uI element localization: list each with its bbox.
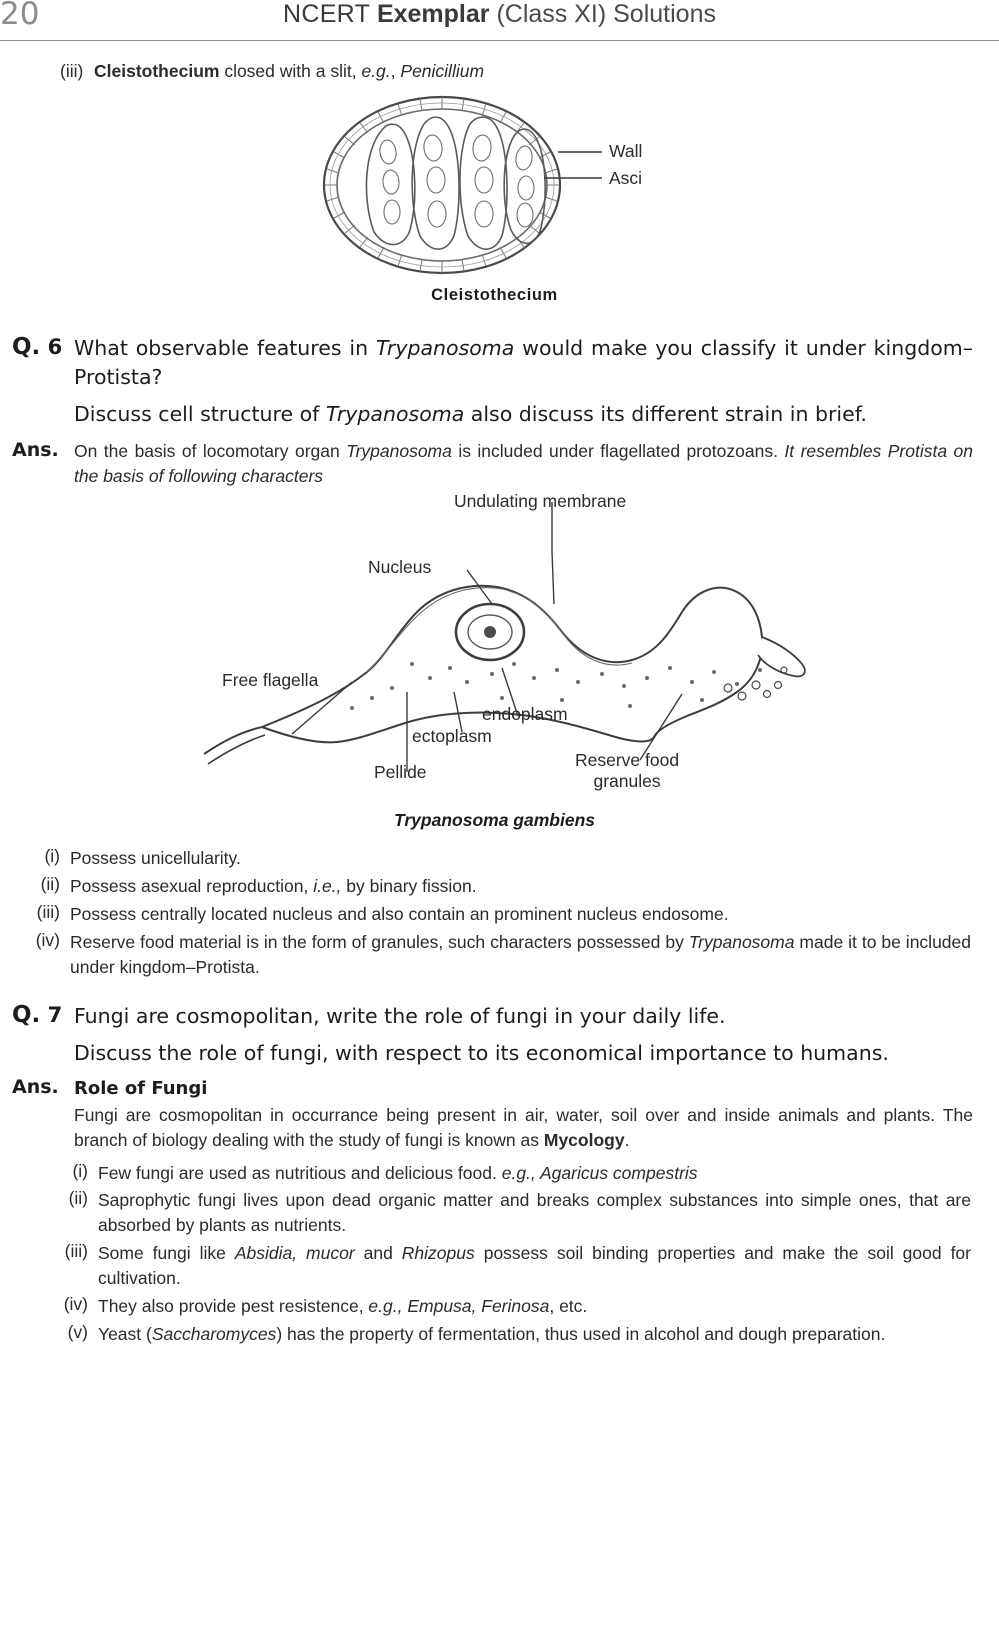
reserve-food-line1: Reserve food: [575, 750, 680, 771]
q6-number: 6: [47, 335, 63, 359]
list-text: [98, 1294, 977, 1319]
asci-label: Asci: [609, 168, 643, 188]
list-marker: (ii): [68, 1188, 88, 1209]
q6-p2-italic: i.e.,: [313, 876, 342, 897]
free-flagella-label: Free flagella: [222, 670, 319, 691]
question-6-label: [12, 334, 74, 429]
list-item: [12, 902, 977, 927]
question-7-label: [12, 1002, 74, 1068]
list-item: [12, 874, 977, 899]
list-marker: (v): [67, 1321, 88, 1342]
list-text: [98, 1322, 977, 1347]
item-iii-marker: (iii): [60, 61, 84, 81]
figure-caption-trypanosoma: Trypanosoma gambiens: [394, 810, 595, 831]
reserve-food-label: [575, 750, 679, 792]
q7-points-list: [12, 1161, 977, 1347]
answer-6-label: Ans.: [12, 439, 59, 462]
list-item: [32, 1161, 977, 1186]
list-marker: (iii): [36, 902, 60, 923]
q7-p5-italic: Saccharomyces: [151, 1323, 277, 1344]
q7-p3-italic: Absidia, mucor: [234, 1243, 355, 1264]
q6-p4-italic: Trypanosoma: [688, 931, 795, 952]
a6-italic-2: It resembles Protista on the basis of following characters: [74, 441, 973, 486]
a7-text-2: .: [624, 1129, 630, 1150]
list-item: [12, 930, 977, 980]
role-of-fungi-paragraph: [74, 1103, 973, 1153]
q7-p4-text: They also provide pest resistence,: [98, 1295, 369, 1316]
figure1-caption-text: Cleistothecium: [431, 286, 558, 304]
q7-subtext: Discuss the role of fungi, with respect to its economical importance to humans.: [74, 1040, 889, 1065]
list-marker: (iv): [35, 929, 60, 950]
cleistothecium-term: Cleistothecium: [94, 61, 220, 81]
q6-q: Q.: [12, 334, 41, 360]
pellide-label: Pellide: [374, 762, 427, 783]
answer-6: [12, 439, 977, 488]
q6-italic-1: Trypanosoma: [375, 336, 515, 360]
page-content: [0, 61, 999, 1347]
list-item: [32, 1188, 977, 1238]
answer-7-label: Ans.: [12, 1075, 59, 1098]
q7-number: 7: [47, 1002, 63, 1027]
list-marker: (iii): [64, 1241, 88, 1262]
item-iii-comma: ,: [390, 61, 401, 81]
q7-p4-text2: , etc.: [549, 1295, 588, 1316]
question-7-text: [74, 1002, 977, 1068]
list-text: [98, 1161, 977, 1186]
endoplasm-label: endoplasm: [482, 704, 568, 725]
q6-text-2: would make you classify it under kingdom–Protista?: [74, 336, 973, 390]
q6-points-list: [12, 846, 977, 979]
answer-7-text: [74, 1076, 977, 1153]
q7-p3-text: Some fungi like: [98, 1243, 235, 1264]
q7-q: Q.: [12, 1001, 41, 1028]
q6-p4-text: Reserve food material is in the form of granules, such characters possessed by: [70, 931, 689, 952]
answer-6-text: [74, 439, 977, 488]
list-item: [32, 1322, 977, 1347]
page-header: [0, 0, 999, 41]
q7-p3-italic2: Rhizopus: [401, 1243, 475, 1264]
q7-p1-text: Few fungi are used as nutritious and delicious food.: [98, 1162, 502, 1183]
list-text: [98, 1241, 977, 1291]
q6-p2-text2: by binary fission.: [341, 876, 477, 897]
q6-sub-2: also discuss its different strain in brief.: [464, 402, 867, 427]
q7-p4-italic: e.g., Empusa, Ferinosa: [368, 1295, 550, 1316]
q7-p5-text2: ) has the property of fermentation, thus used in alcohol and dough preparation.: [276, 1323, 886, 1344]
list-marker: (iv): [63, 1293, 88, 1314]
page-number: 20: [0, 0, 40, 32]
item-iii-text: closed with a slit,: [219, 61, 362, 81]
figure-trypanosoma: [12, 492, 977, 842]
list-marker: (i): [44, 846, 60, 867]
header-ncert: NCERT: [283, 0, 377, 28]
q7-p5-text: Yeast (: [98, 1323, 152, 1344]
list-item: [12, 846, 977, 871]
figure-caption-cleistothecium: [12, 286, 977, 305]
header-exemplar: Exemplar: [376, 0, 490, 28]
list-text: [70, 930, 977, 980]
question-6: [12, 334, 977, 429]
penicillium-italic: Penicillium: [400, 61, 485, 81]
list-item: [32, 1294, 977, 1319]
list-marker: (ii): [40, 874, 60, 895]
q6-p3-text: Possess centrally located nucleus and also contain an prominent nucleus endosome.: [70, 904, 729, 925]
eg-italic: e.g.: [361, 61, 391, 81]
a6-text-2: is included under flagellated protozoans.: [451, 441, 785, 462]
item-iii-cleistothecium: [12, 61, 977, 82]
ectoplasm-label: ectoplasm: [412, 726, 492, 747]
wall-label: Wall: [609, 141, 643, 161]
list-text: [70, 874, 977, 899]
header-class: (Class XI) Solutions: [489, 0, 716, 28]
q6-text-1: What observable features in: [74, 336, 376, 360]
cleistothecium-diagram: [312, 90, 712, 290]
header-title: [283, 0, 716, 29]
list-text: [98, 1188, 977, 1238]
figure-cleistothecium: [12, 90, 977, 320]
a6-italic-1: Trypanosoma: [346, 441, 452, 462]
q6-sub-italic: Trypanosoma: [325, 402, 465, 427]
q6-p2-text: Possess asexual reproduction,: [70, 876, 314, 897]
question-6-text: [74, 334, 977, 429]
q7-text-1: Fungi are cosmopolitan, write the role of fungi in your daily life.: [74, 1003, 726, 1028]
list-text: [70, 846, 977, 871]
nucleus-label: Nucleus: [368, 557, 432, 578]
answer-7: [12, 1076, 977, 1153]
reserve-food-line2: granules: [593, 771, 661, 792]
a6-text-1: On the basis of locomotary organ: [74, 441, 347, 462]
list-marker: (i): [72, 1160, 88, 1181]
q7-p2-text: Saprophytic fungi lives upon dead organic matter and breaks complex substances into simple ones, that are absorbed by plants as nutrients.: [98, 1190, 971, 1236]
undulating-membrane-label: Undulating membrane: [454, 491, 627, 512]
q6-sub-1: Discuss cell structure of: [74, 402, 326, 427]
trypanosoma-diagram: [162, 492, 842, 812]
list-text: [70, 902, 977, 927]
question-7: [12, 1002, 977, 1068]
q6-p4-text2: made it to be included under kingdom–Protista.: [70, 931, 971, 977]
question-6-subtext: [74, 400, 973, 429]
mycology-bold: Mycology: [543, 1129, 625, 1150]
q6-p1-text: Possess unicellularity.: [70, 848, 241, 869]
role-of-fungi-heading: Role of Fungi: [74, 1077, 208, 1099]
q7-p1-italic: e.g., Agaricus compestris: [501, 1162, 698, 1183]
q7-p3-text3: possess soil binding properties and make the soil good for cultivation.: [98, 1243, 971, 1289]
list-item: [32, 1241, 977, 1291]
a7-text-1: Fungi are cosmopolitan in occurrance being present in air, water, soil over and inside animals and plants. The branch of biology dealing with the study of fungi is known as: [74, 1104, 973, 1150]
q7-p3-text2: and: [354, 1243, 402, 1264]
